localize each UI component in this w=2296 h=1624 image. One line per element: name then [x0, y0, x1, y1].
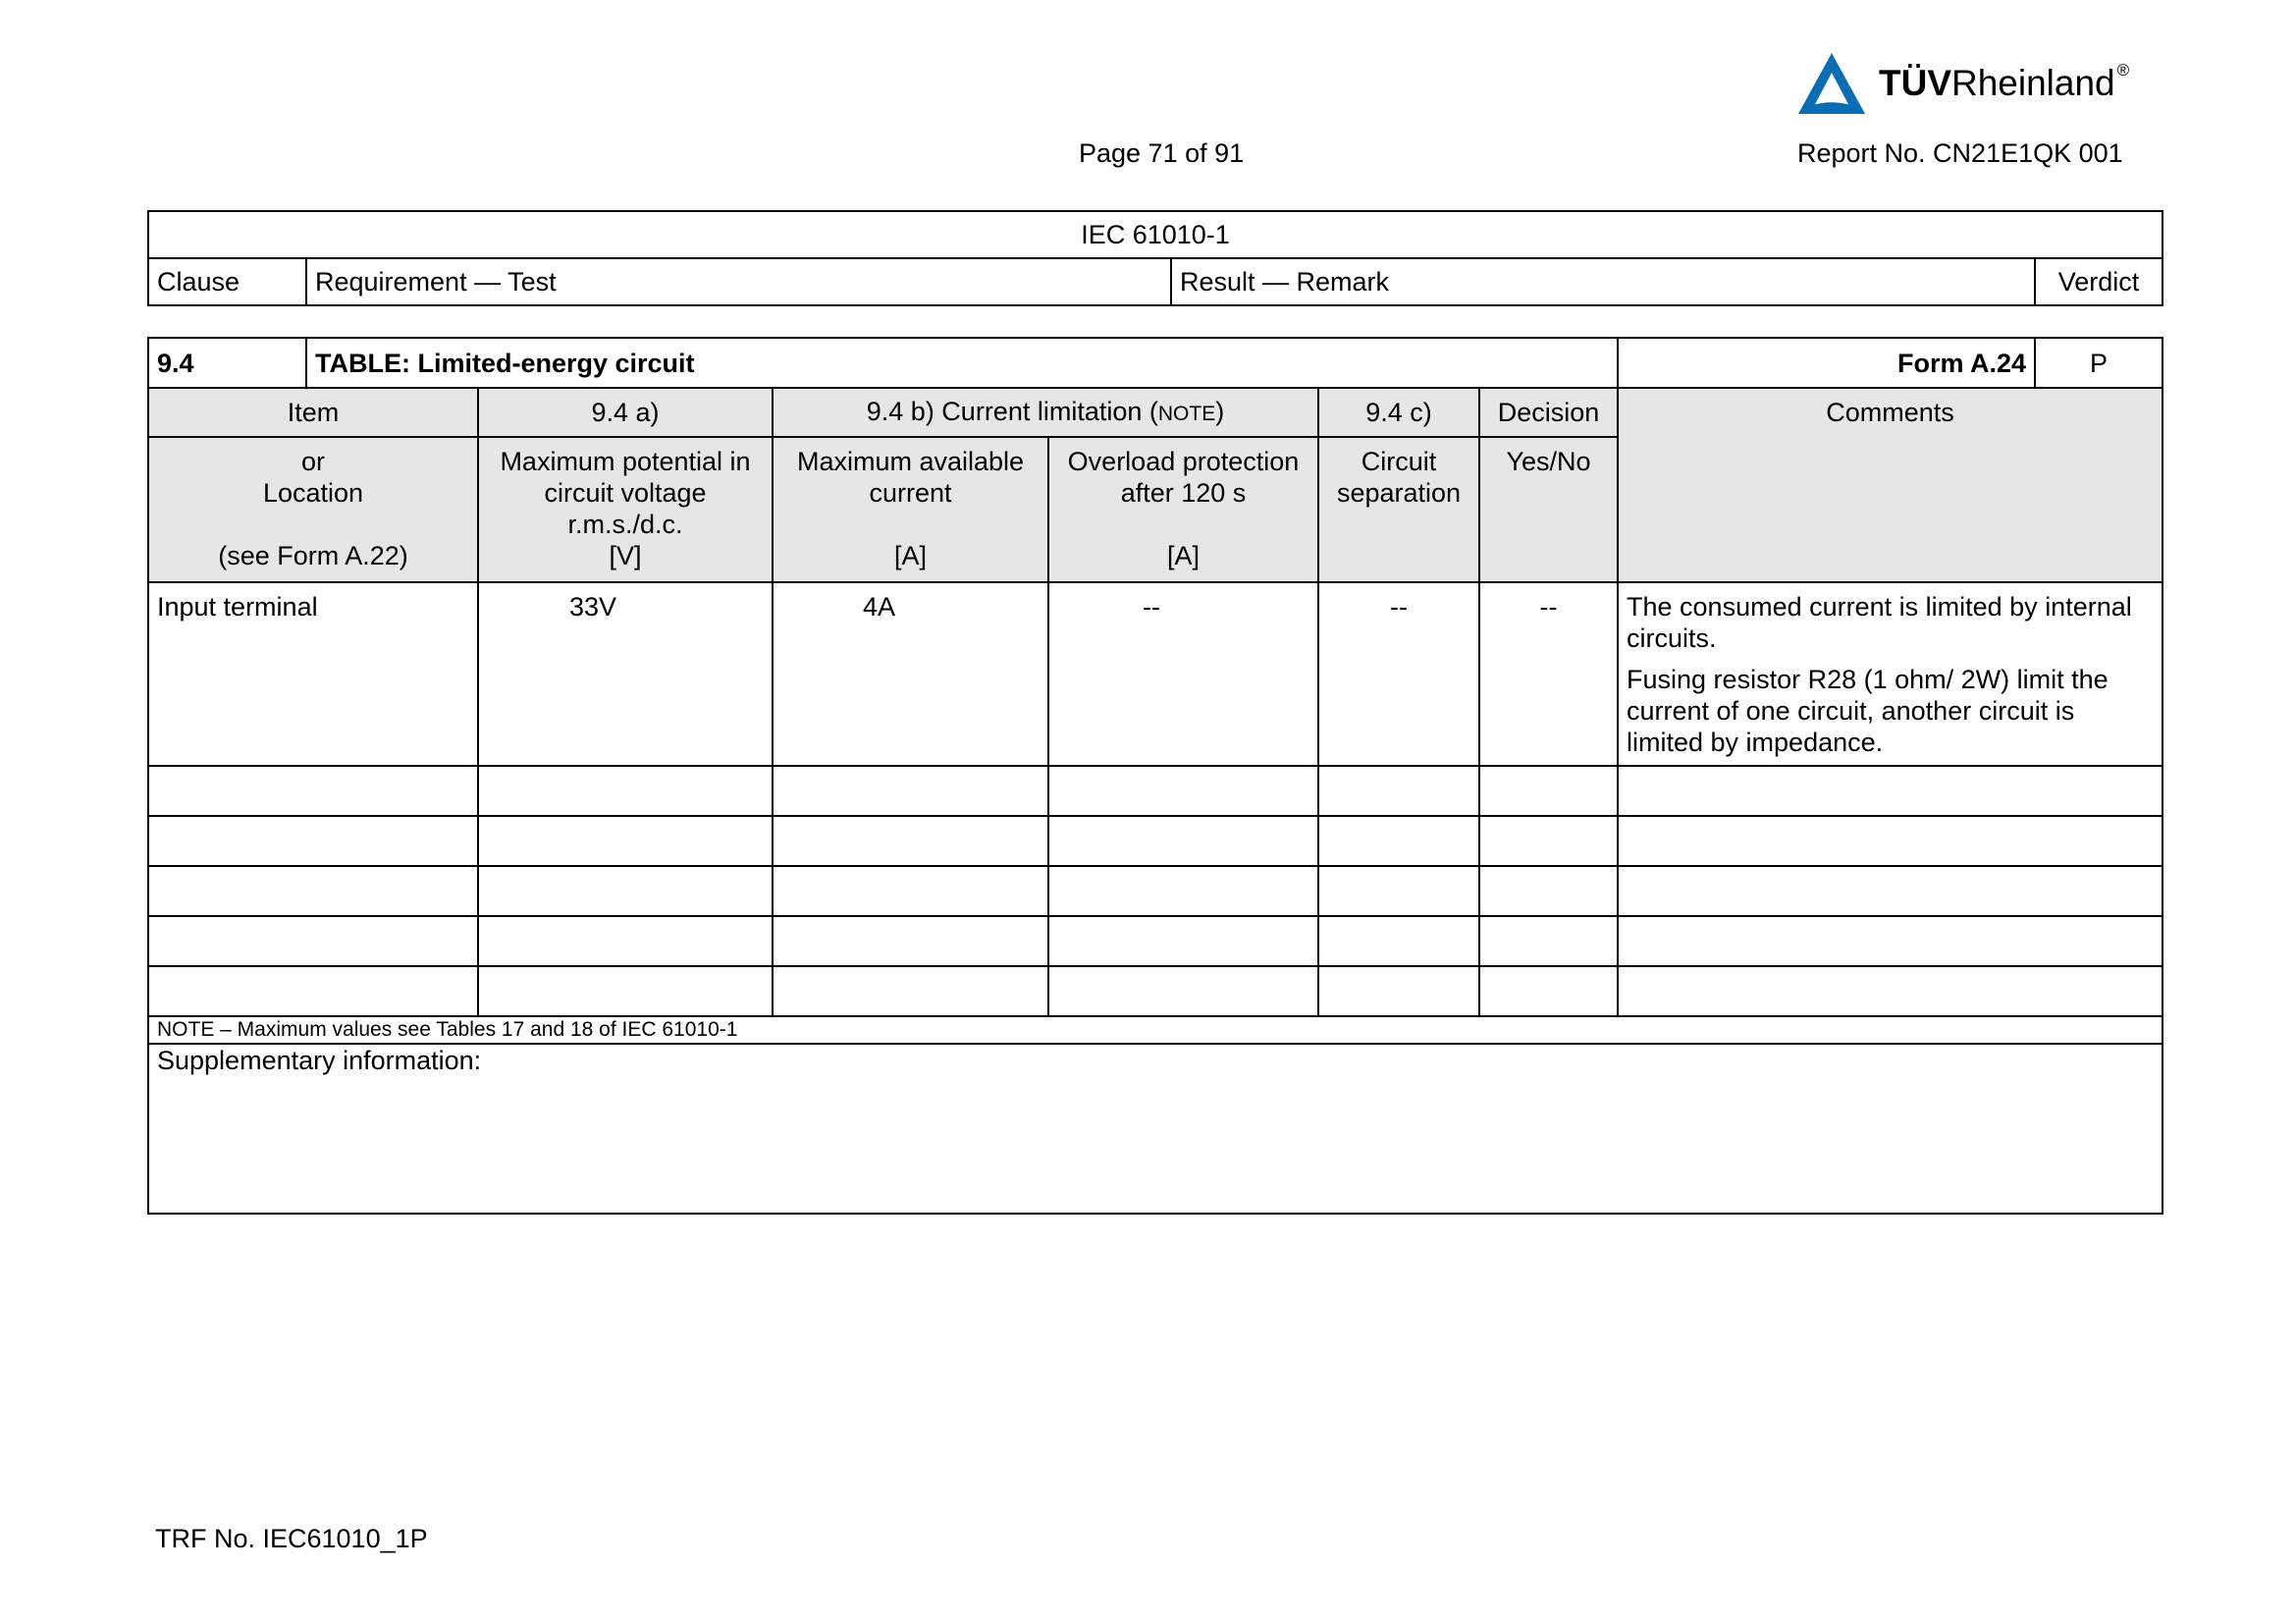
table-row	[148, 966, 2163, 1016]
col-item-detail: or Location (see Form A.22)	[148, 437, 478, 582]
cell-voltage: 33V	[478, 582, 773, 766]
cell-comments: The consumed current is limited by internal circuits. Fusing resistor R28 (1 ohm/ 2W) limit the current of one circuit, another circuit is limited by impedance.	[1618, 582, 2163, 766]
col-9-4-a: 9.4 a)	[478, 388, 773, 437]
col-max-potential: Maximum potential in circuit voltage r.m.s./d.c. [V]	[478, 437, 773, 582]
table-row	[148, 766, 2163, 816]
table-row	[148, 916, 2163, 966]
report-number: Report No. CN21E1QK 001	[1797, 138, 2123, 168]
col-clause: Clause	[148, 258, 306, 305]
trf-number: TRF No. IEC61010_1P	[155, 1524, 428, 1553]
col-result: Result — Remark	[1171, 258, 2035, 305]
col-yes-no: Yes/No	[1479, 437, 1618, 582]
tuv-triangle-icon	[1796, 51, 1867, 116]
cell-overload: --	[1048, 582, 1318, 766]
table-row	[148, 816, 2163, 866]
col-9-4-b: 9.4 b) Current limitation (NOTE)	[773, 388, 1318, 437]
col-9-4-c: 9.4 c)	[1318, 388, 1479, 437]
col-comments: Comments	[1618, 388, 2163, 582]
standard-title: IEC 61010-1	[148, 211, 2163, 258]
cell-separation: --	[1318, 582, 1479, 766]
tuv-rheinland-logo	[1796, 51, 2150, 120]
col-verdict: Verdict	[2035, 258, 2163, 305]
brand-name: TÜVRheinland ®	[1879, 61, 2130, 103]
col-max-current: Maximum available current [A]	[773, 437, 1048, 582]
table-row	[148, 582, 2163, 766]
section-verdict: P	[2035, 338, 2163, 388]
col-decision: Decision	[1479, 388, 1618, 437]
col-circuit-separation: Circuit separation	[1318, 437, 1479, 582]
table-row	[148, 866, 2163, 916]
clause-header-table	[147, 210, 2163, 306]
cell-decision: --	[1479, 582, 1618, 766]
supplementary-information: Supplementary information:	[148, 1044, 2163, 1214]
limited-energy-table	[147, 337, 2163, 1215]
section-title: TABLE: Limited-energy circuit	[306, 338, 1618, 388]
page-number: Page 71 of 91	[1079, 138, 1245, 168]
col-item: Item	[148, 388, 478, 437]
section-clause: 9.4	[148, 338, 306, 388]
col-requirement: Requirement — Test	[306, 258, 1171, 305]
cell-item: Input terminal	[148, 582, 478, 766]
table-note: NOTE – Maximum values see Tables 17 and 18 of IEC 61010-1	[148, 1016, 2163, 1044]
col-overload: Overload protection after 120 s [A]	[1048, 437, 1318, 582]
cell-current: 4A	[773, 582, 1048, 766]
section-form: Form A.24	[1618, 338, 2035, 388]
